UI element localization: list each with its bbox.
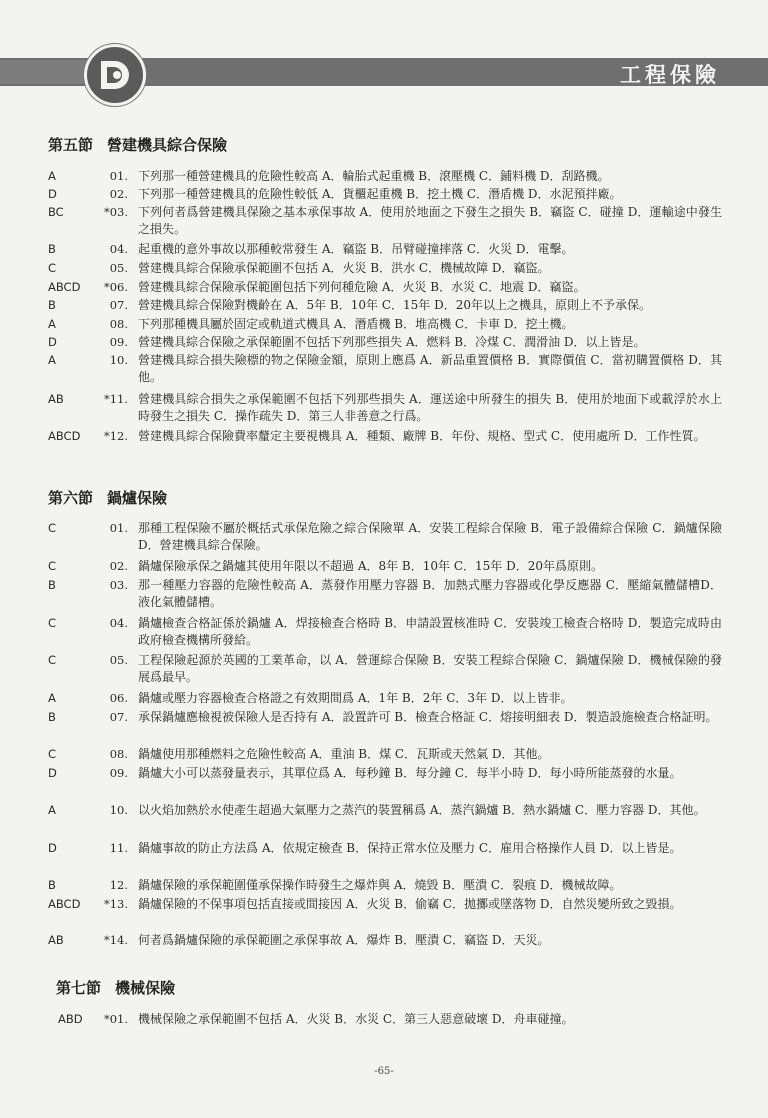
question-text: 下列何者爲營建機具保險之基本承保事故 A．使用於地面之下發生之損失 B．竊盜 C．碰撞 D．運輸途中發生之損失。 xyxy=(138,205,722,236)
question-number: 02. xyxy=(109,187,128,201)
question-number: *06. xyxy=(103,280,128,294)
question-text: 承保鍋爐應檢視被保險人是否持有 A．設置許可 B．檢查合格証 C．熔接明細表 D．製造設施檢查合格証明。 xyxy=(138,710,718,724)
question-number: 01. xyxy=(109,521,128,535)
header-band-left xyxy=(0,60,96,84)
answer: D xyxy=(48,187,57,201)
answer: BC xyxy=(48,205,64,219)
answer: D xyxy=(48,335,57,349)
question-text: 那種工程保險不屬於概括式承保危險之綜合保險單 A．安裝工程綜合保險 B．電子設備綜合保險 C．鍋爐保險 D．營建機具綜合保險。 xyxy=(138,521,722,552)
question-text: 營建機具綜合保險承保範圍不包括 A．火災 B．洪水 C．機械故障 D．竊盜。 xyxy=(138,261,550,275)
question-number: 05. xyxy=(109,261,128,275)
question-number: *03. xyxy=(103,205,128,219)
answer: C xyxy=(48,559,57,573)
answer: A xyxy=(48,169,56,183)
question-number: 07. xyxy=(109,710,128,724)
answer: C xyxy=(48,261,57,275)
question-text: 起重機的意外事故以那種較常發生 A．竊盜 B．吊臂碰撞摔落 C．火災 D．電擊。 xyxy=(138,242,574,256)
question-text: 下列那一種營建機具的危險性較高 A．輪胎式起重機 B．滾壓機 C．鋪料機 D．刮路機。 xyxy=(138,169,610,183)
section-name: 鍋爐保險 xyxy=(107,489,168,507)
answer: A xyxy=(48,691,56,705)
logo-icon xyxy=(84,44,146,106)
answer: A xyxy=(48,317,56,331)
question-text: 營建機具綜合損失之承保範圍不包括下列那些損失 A．運送途中所發生的損失 B．使用於地面下或載浮於水上時發生之損失 C．操作疏失 D．第三人非善意之行爲。 xyxy=(138,392,722,423)
question-number: 09. xyxy=(109,335,128,349)
answer: ABD xyxy=(58,1012,83,1026)
answer: B xyxy=(48,878,56,892)
question-text: 鍋爐使用那種燃料之危險性較高 A．重油 B．煤 C．瓦斯或天然氣 D．其他。 xyxy=(138,747,550,761)
answer: A xyxy=(48,353,56,367)
question-text: 以火焰加熱於水使產生超過大氣壓力之蒸汽的裝置稱爲 A．蒸汽鍋爐 B．熱水鍋爐 C．壓力容器 D．其他。 xyxy=(138,803,706,817)
question-number: 10. xyxy=(109,353,128,367)
section-title-6 xyxy=(48,487,167,508)
question-text: 下列那一種營建機具的危險性較低 A．貨櫃起重機 B．挖土機 C．潛盾機 D．水泥預拌廠。 xyxy=(138,187,622,201)
question-number: 08. xyxy=(109,747,128,761)
question-number: 02. xyxy=(109,559,128,573)
answer: A xyxy=(48,803,56,817)
answer: AB xyxy=(48,933,64,947)
question-number: 09. xyxy=(109,766,128,780)
question-number: 11. xyxy=(109,841,128,855)
question-number: *01. xyxy=(103,1012,128,1026)
answer: C xyxy=(48,521,57,535)
page-number: -65- xyxy=(374,1066,394,1077)
question-number: 07. xyxy=(109,298,128,312)
question-number: 04. xyxy=(109,242,128,256)
question-text: 營建機具綜合保險承保範圍包括下列何種危險 A．火災 B．水災 C．地震 D．竊盜。 xyxy=(138,280,586,294)
answer: B xyxy=(48,298,56,312)
question-number: 03. xyxy=(109,578,128,592)
header-title: 工程保險 xyxy=(620,63,720,87)
answer: C xyxy=(48,616,57,630)
question-number: 01. xyxy=(109,169,128,183)
question-text: 機械保險之承保範圍不包括 A．火災 B．水災 C．第三人惡意破壞 D．舟車碰撞。 xyxy=(138,1012,574,1026)
question-text: 那一種壓力容器的危險性較高 A．蒸發作用壓力容器 B．加熱式壓力容器或化學反應器 C．壓縮氣體儲槽D．液化氣體儲槽。 xyxy=(138,578,722,609)
section-name: 營建機具綜合保險 xyxy=(107,136,228,154)
question-text: 營建機具綜合保險費率釐定主要視機具 A．種類、廠牌 B．年份、規格、型式 C．使用處所 D．工作性質。 xyxy=(138,429,706,443)
answer: C xyxy=(48,653,57,667)
answer: ABCD xyxy=(48,429,81,443)
answer: ABCD xyxy=(48,897,81,911)
question-text: 何者爲鍋爐保險的承保範圍之承保事故 A．爆炸 B．壓潰 C．竊盜 D．天災。 xyxy=(138,933,550,947)
section-number: 第六節 xyxy=(48,489,94,507)
question-text: 鍋爐檢查合格証係於鍋爐 A．焊接檢查合格時 B．申請設置核准時 C．安裝竣工檢查合格時 D．製造完成時由政府檢查機構所發給。 xyxy=(138,616,722,647)
section-title-5 xyxy=(48,134,227,155)
question-number: 05. xyxy=(109,653,128,667)
section-number: 第五節 xyxy=(48,136,94,154)
question-number: *11. xyxy=(103,392,128,406)
question-text: 工程保險起源於英國的工業革命，以 A．營運綜合保險 B．安裝工程綜合保險 C．鍋爐保險 D．機械保險的發展爲最早。 xyxy=(138,653,722,684)
answer: D xyxy=(48,841,57,855)
answer: B xyxy=(48,710,56,724)
question-number: *13. xyxy=(103,897,128,911)
question-text: 營建機具綜合損失險標的物之保險金額，原則上應爲 A．新品重置價格 B．實際價值 C．當初購置價格 D．其他。 xyxy=(138,353,722,384)
question-number: 06. xyxy=(109,691,128,705)
question-text: 鍋爐或壓力容器檢查合格證之有效期間爲 A．1年 B．2年 C．3年 D．以上皆非。 xyxy=(138,691,573,705)
answer: AB xyxy=(48,392,64,406)
answer: C xyxy=(48,747,57,761)
question-text: 營建機具綜合保險之承保範圍不包括下列那些損失 A．燃料 B．冷煤 C．潤滑油 D．以上皆是。 xyxy=(138,335,646,349)
question-number: *14. xyxy=(103,933,128,947)
question-number: *12. xyxy=(103,429,128,443)
answer: B xyxy=(48,242,56,256)
question-text: 鍋爐大小可以蒸發量表示，其單位爲 A．每秒鐘 B．每分鐘 C．每半小時 D．每小時所能蒸發的水量。 xyxy=(138,766,682,780)
question-text: 鍋爐保險的承保範圍僅承保操作時發生之爆炸與 A．燒毀 B．壓潰 C．裂痕 D．機械故障。 xyxy=(138,878,622,892)
question-number: 08. xyxy=(109,317,128,331)
answer: B xyxy=(48,578,56,592)
question-text: 鍋爐事故的防止方法爲 A．依規定檢查 B．保持正常水位及壓力 C．雇用合格操作人員 D．以上皆是。 xyxy=(138,841,682,855)
question-text: 鍋爐保險的不保事項包括直接或間接因 A．火災 B．偷竊 C．拋擲或墜落物 D．自然災變所致之毀損。 xyxy=(138,897,682,911)
question-text: 鍋爐保險承保之鍋爐其使用年限以不超過 A．8年 B．10年 C．15年 D．20年爲原則。 xyxy=(138,559,603,573)
section-name: 機械保險 xyxy=(115,979,176,997)
question-text: 營建機具綜合保險對機齡在 A．5年 B．10年 C．15年 D．20年以上之機具，原則上不予承保。 xyxy=(138,298,651,312)
question-text: 下列那種機具屬於固定或軌道式機具 A．潛盾機 B．堆高機 C．卡車 D．挖土機。 xyxy=(138,317,574,331)
answer: ABCD xyxy=(48,280,81,294)
section-title-7 xyxy=(56,977,175,998)
question-number: 04. xyxy=(109,616,128,630)
section-number: 第七節 xyxy=(56,979,102,997)
question-number: 10. xyxy=(109,803,128,817)
question-number: 12. xyxy=(109,878,128,892)
answer: D xyxy=(48,766,57,780)
